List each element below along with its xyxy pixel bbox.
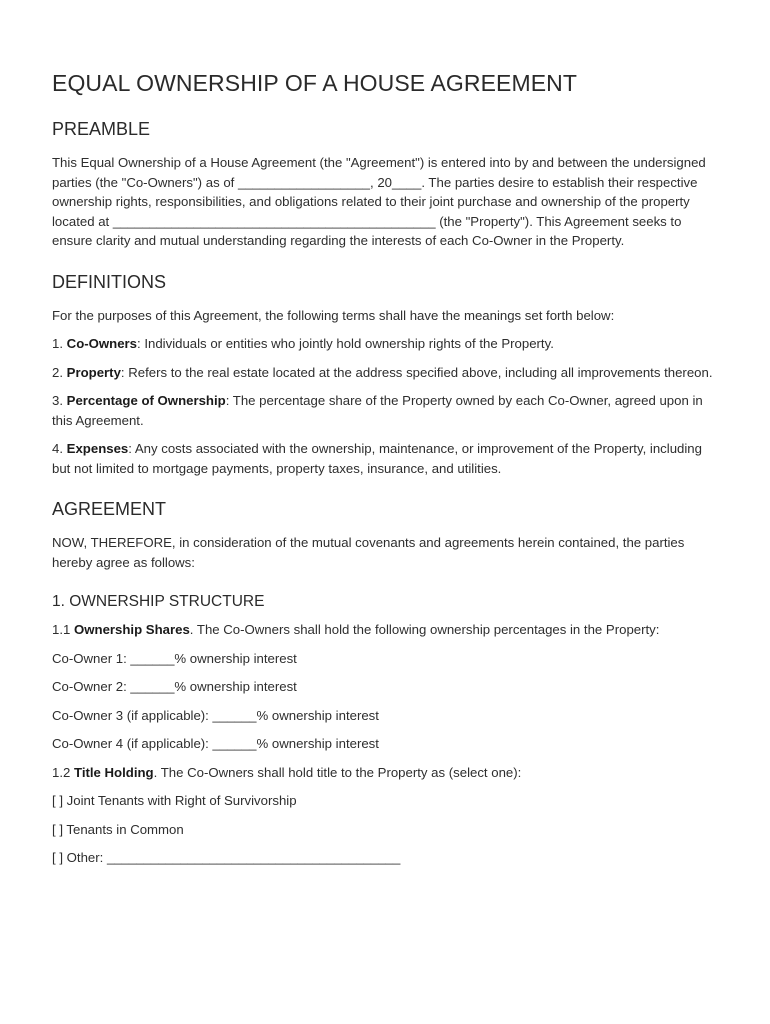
definition-number: 2. bbox=[52, 364, 67, 380]
ownership-structure-heading: 1. OWNERSHIP STRUCTURE bbox=[52, 593, 265, 610]
clause-term: Title Holding bbox=[74, 764, 154, 780]
definitions-heading: DEFINITIONS bbox=[52, 271, 167, 292]
definition-text: : Individuals or entities who jointly hold ownership rights of the Property. bbox=[137, 336, 554, 351]
definitions-intro: For the purposes of this Agreement, the following terms shall have the meanings set forth below: bbox=[52, 307, 615, 323]
document-title: EQUAL OWNERSHIP OF A HOUSE AGREEMENT bbox=[52, 70, 578, 96]
definition-term: Property bbox=[66, 364, 121, 380]
ownership-structure-section bbox=[52, 593, 718, 868]
definition-number: 1. bbox=[52, 336, 67, 351]
definition-item bbox=[52, 363, 718, 383]
preamble-section bbox=[52, 119, 718, 251]
clause-text: . The Co-Owners shall hold the following ownership percentages in the Property: bbox=[189, 622, 660, 637]
clause-term: Ownership Shares bbox=[74, 622, 190, 637]
definitions-section bbox=[52, 272, 718, 479]
preamble-text: This Equal Ownership of a House Agreement (the "Agreement") is entered into by and between the undersigned parties (the "Co-Owners") as of __________________, 20____. The parties desire to establish their respective ownership rights, responsibilities, and obligations related to their joint purchase and ownership of the property located at ____________________________________________ (the "Property"). This Agreement seeks to ensure clarity and mutual understanding regarding the interests of each Co-Owner in the Property. bbox=[52, 155, 706, 248]
definition-number: 4. bbox=[52, 441, 67, 456]
definition-text: : Refers to the real estate located at the address specified above, including all improvements thereon. bbox=[120, 364, 713, 380]
preamble-heading: PREAMBLE bbox=[52, 119, 151, 139]
clause-text: . The Co-Owners shall hold title to the Property as (select one): bbox=[153, 764, 522, 780]
definition-term: Co-Owners bbox=[66, 336, 138, 351]
co-owner-line: Co-Owner 3 (if applicable): ______% ownership interest bbox=[52, 707, 379, 723]
definition-term: Expenses bbox=[66, 441, 129, 456]
definition-item bbox=[52, 334, 718, 354]
definition-number: 3. bbox=[52, 393, 67, 408]
agreement-intro: NOW, THEREFORE, in consideration of the mutual covenants and agreements herein contained, the parties hereby agree as follows: bbox=[52, 535, 685, 570]
co-owner-line: Co-Owner 1: ______% ownership interest bbox=[52, 650, 297, 666]
clause-number: 1.1 bbox=[52, 622, 74, 637]
title-option-tenants-in-common: [ ] Tenants in Common bbox=[52, 821, 184, 837]
title-option-other: [ ] Other: ________________________________________ bbox=[52, 850, 401, 865]
definition-item bbox=[52, 439, 718, 478]
agreement-section bbox=[52, 499, 718, 868]
clause-number: 1.2 bbox=[52, 764, 74, 780]
definition-term: Percentage of Ownership bbox=[66, 393, 226, 408]
agreement-heading: AGREEMENT bbox=[52, 499, 167, 519]
co-owner-line: Co-Owner 4 (if applicable): ______% ownership interest bbox=[52, 736, 379, 751]
definition-text: : Any costs associated with the ownership, maintenance, or improvement of the Property, including but not limited to mortgage payments, property taxes, insurance, and utilities. bbox=[52, 441, 702, 476]
co-owner-line: Co-Owner 2: ______% ownership interest bbox=[52, 679, 297, 694]
title-option-joint-tenants: [ ] Joint Tenants with Right of Survivorship bbox=[52, 793, 297, 808]
definition-item bbox=[52, 391, 718, 430]
title-holding-clause bbox=[52, 763, 718, 783]
definition-text: : The percentage share of the Property owned by each Co-Owner, agreed upon in this Agreement. bbox=[52, 393, 703, 428]
ownership-shares-clause bbox=[52, 620, 718, 640]
